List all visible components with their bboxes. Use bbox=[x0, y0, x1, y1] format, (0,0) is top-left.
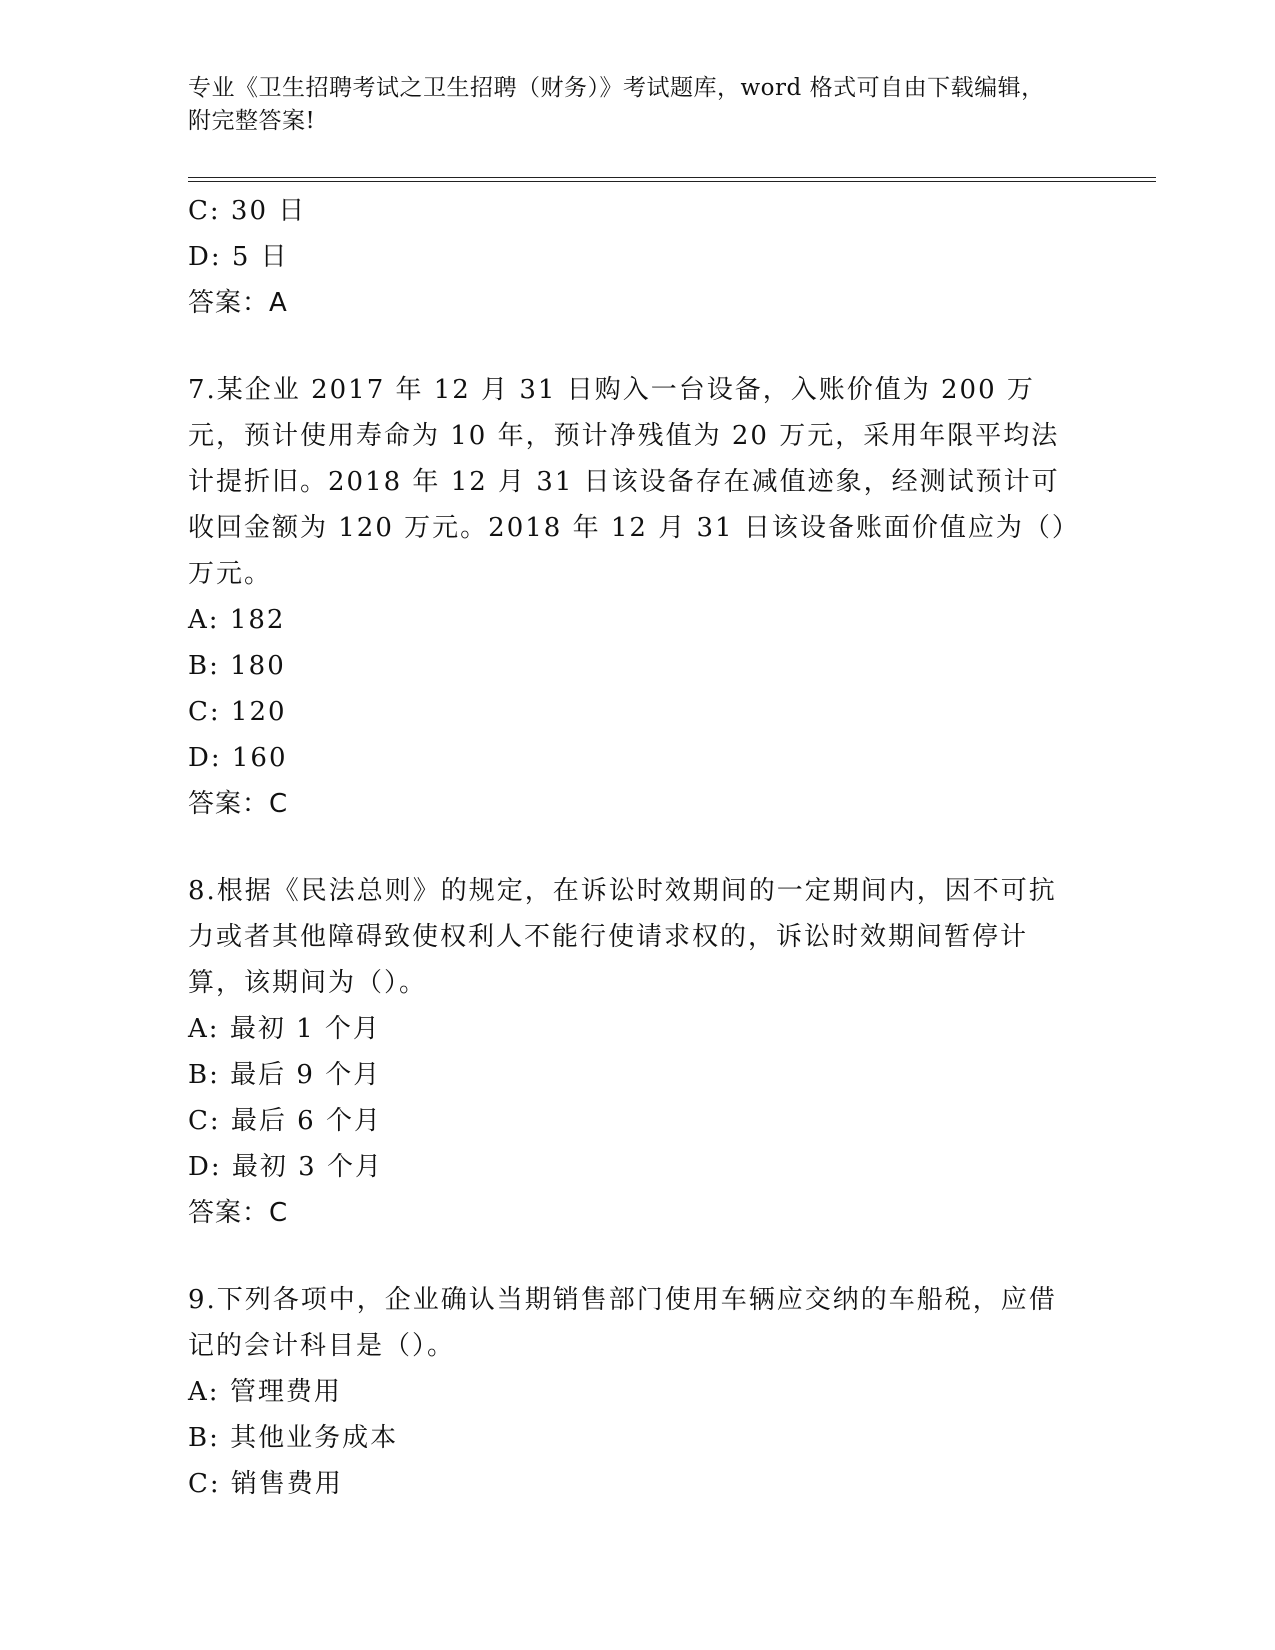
document-body bbox=[188, 188, 1088, 1507]
question-6-tail bbox=[188, 188, 1088, 326]
option-b: B: 最后 9 个月 bbox=[188, 1060, 382, 1090]
answer: 答案：C bbox=[188, 1198, 289, 1228]
option-d: D: 160 bbox=[188, 743, 288, 773]
option-a: A: 182 bbox=[188, 605, 286, 635]
option-c: C: 30 日 bbox=[188, 196, 307, 226]
question-stem: 9.下列各项中，企业确认当期销售部门使用车辆应交纳的车船税，应借记的会计科目是（）。 bbox=[188, 1285, 1057, 1361]
option-d: D: 最初 3 个月 bbox=[188, 1152, 383, 1182]
option-a: A: 最初 1 个月 bbox=[188, 1014, 381, 1044]
question-9 bbox=[188, 1277, 1088, 1507]
option-d: D: 5 日 bbox=[188, 242, 289, 272]
answer: 答案：C bbox=[188, 789, 289, 819]
page-header: 专业《卫生招聘考试之卫生招聘（财务）》考试题库，word 格式可自由下载编辑，附完整答案! bbox=[188, 75, 1045, 134]
header-rule bbox=[188, 177, 1156, 182]
question-stem: 8.根据《民法总则》的规定，在诉讼时效期间的一定期间内，因不可抗力或者其他障碍致使权利人不能行使请求权的，诉讼时效期间暂停计算，该期间为（）。 bbox=[188, 876, 1057, 998]
option-c: C: 最后 6 个月 bbox=[188, 1106, 382, 1136]
question-stem: 7.某企业 2017 年 12 月 31 日购入一台设备，入账价值为 200 万元，预计使用寿命为 10 年，预计净残值为 20 万元，采用年限平均法计提折旧。2018 年 12 月 31 日该设备存在减值迹象，经测试预计可收回金额为 120 万元。2018 年 12 月 31 日该设备账面价值应为（）万元。 bbox=[188, 375, 1067, 589]
option-b: B: 180 bbox=[188, 651, 286, 681]
option-c: C: 销售费用 bbox=[188, 1469, 343, 1499]
question-7 bbox=[188, 367, 1088, 827]
option-c: C: 120 bbox=[188, 697, 287, 727]
question-8 bbox=[188, 868, 1088, 1236]
answer: 答案：A bbox=[188, 288, 288, 318]
option-b: B: 其他业务成本 bbox=[188, 1423, 399, 1453]
option-a: A: 管理费用 bbox=[188, 1377, 342, 1407]
